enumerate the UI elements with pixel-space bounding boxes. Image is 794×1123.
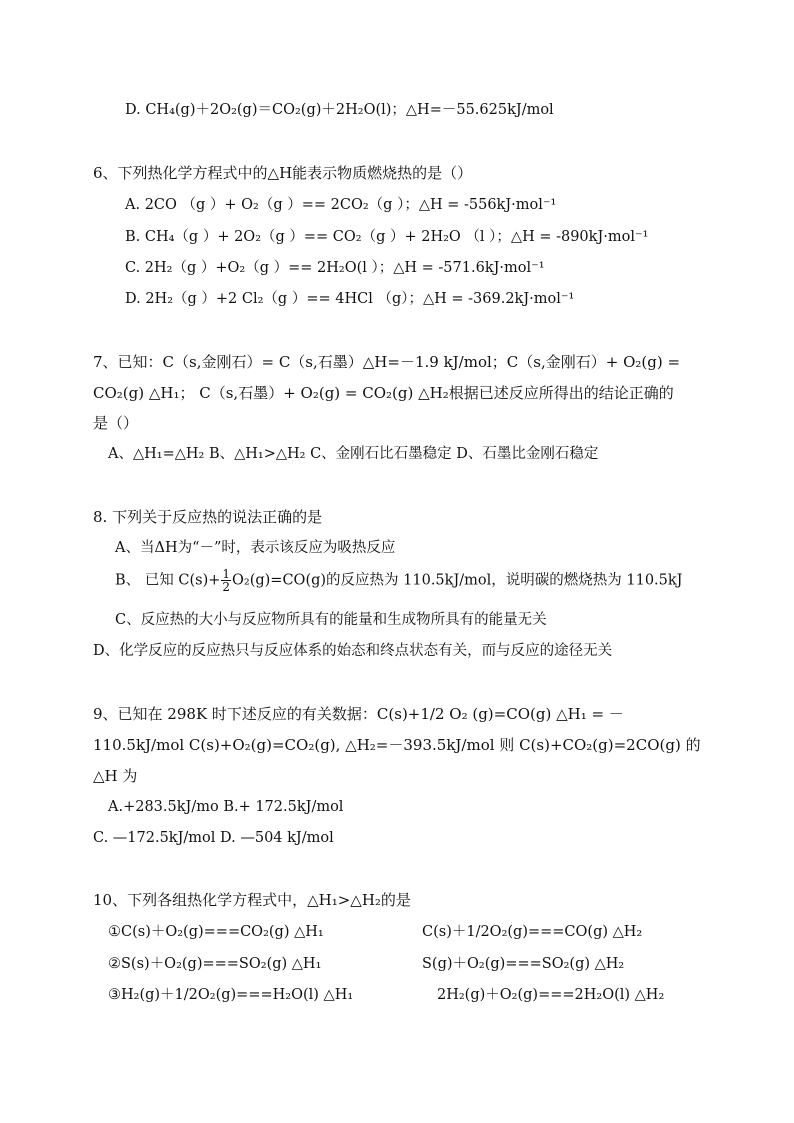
q6-option-a: A. 2CO （g ）+ O₂（g ）== 2CO₂（g ）；△H = -556kJ·mol⁻¹ [125,197,557,213]
q6-title: 6、下列热化学方程式中的△H能表示物质燃烧热的是（） [93,164,473,182]
q6-option-c: C. 2H₂（g ）+O₂（g ）== 2H₂O(l ）；△H = -571.6kJ·mol⁻¹ [125,260,545,276]
q6-option-d: D. 2H₂（g ）+2 Cl₂（g ）== 4HCl （g）；△H = -369.2kJ·mol⁻¹ [125,291,575,307]
q10-row-3-right: 2H₂(g)＋O₂(g)===2H₂O(l) △H₂ [437,987,665,1003]
q7-line-2: CO₂(g) △H₁； C（s,石墨）+ O₂(g) = CO₂(g) △H₂根据已述反应所得出的结论正确的 [93,384,674,402]
q10-row-1-left: ①C(s)＋O₂(g)===CO₂(g) △H₁ [108,924,324,940]
q8-title: 8. 下列关于反应热的说法正确的是 [93,508,323,526]
q9-line-2: 110.5kJ/mol C(s)+O₂(g)=CO₂(g), △H₂=－393.5kJ/mol 则 C(s)+CO₂(g)=2CO(g) 的 [93,736,701,754]
q6-option-b: B. CH₄（g ）+ 2O₂（g ）== CO₂（g ）+ 2H₂O （l ）；△H = -890kJ·mol⁻¹ [125,229,649,245]
q10-row-3-left: ③H₂(g)＋1/2O₂(g)===H₂O(l) △H₁ [108,987,354,1003]
q8-option-c: C、反应热的大小与反应物所具有的能量和生成物所具有的能量无关 [115,612,547,628]
q10-row-2-right: S(g)＋O₂(g)===SO₂(g) △H₂ [422,956,625,972]
q5-option-d: D. CH₄(g)＋2O₂(g)＝CO₂(g)＋2H₂O(l)；△H=－55.625kJ/mol [125,102,554,118]
q9-line-1: 9、已知在 298K 时下述反应的有关数据：C(s)+1/2 O₂ (g)=CO(g) △H₁ = － [93,705,624,723]
q9-options-row-2: C. —172.5kJ/mol D. —504 kJ/mol [93,830,334,846]
q8-option-a: A、当ΔH为“－”时，表示该反应为吸热反应 [115,540,396,556]
q8-option-d: D、化学反应的反应热只与反应体系的始态和终点状态有关，而与反应的途径无关 [93,643,613,659]
q9-line-3: △H 为 [93,767,138,785]
fraction-one-half [221,568,231,593]
q8-option-b [115,568,682,593]
q10-title: 10、下列各组热化学方程式中，△H₁>△H₂的是 [93,891,411,909]
q10-row-1-right: C(s)＋1/2O₂(g)===CO(g) △H₂ [422,924,643,940]
fraction-numerator: 1 [222,567,231,581]
q7-line-3: 是（） [93,414,139,432]
q8-option-b-suffix: O₂(g)=CO(g)的反应热为 110.5kJ/mol，说明碳的燃烧热为 110.5kJ [232,572,683,589]
q9-options-row-1: A.+283.5kJ/mo B.+ 172.5kJ/mol [108,799,344,815]
q7-options: A、△H₁=△H₂ B、△H₁>△H₂ C、金刚石比石墨稳定 D、石墨比金刚石稳定 [108,446,599,462]
fraction-denominator: 2 [222,580,231,594]
q10-row-2-left: ②S(s)＋O₂(g)===SO₂(g) △H₁ [108,956,322,972]
q7-line-1: 7、已知：C（s,金刚石）= C（s,石墨）△H=－1.9 kJ/mol；C（s,金刚石）+ O₂(g) = [93,353,681,371]
q8-option-b-prefix: B、 已知 C(s)+ [115,572,221,589]
